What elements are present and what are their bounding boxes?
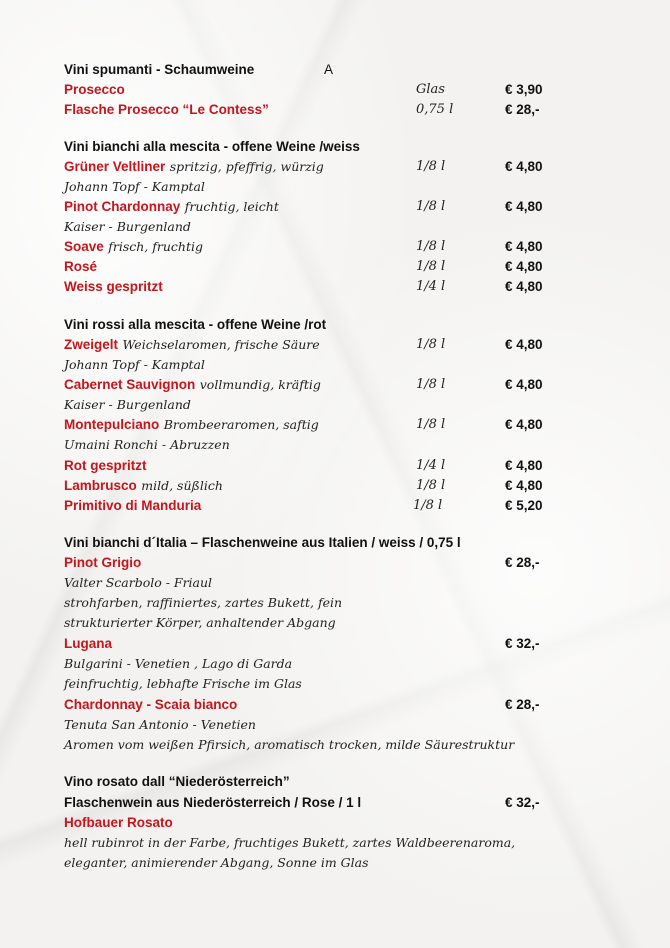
wine-description-line [0,674,670,694]
wine-description: Brombeeraromen, saftig [163,417,319,432]
wine-item-montepulciano [0,415,670,435]
section-heading-spumanti [0,60,670,80]
wine-price: € 4,80 [505,279,543,294]
wine-price: € 32,- [505,636,540,651]
wine-description-line [0,833,670,853]
wine-item-gruener-veltliner [0,157,670,177]
wine-description-line [0,573,670,593]
wine-origin-text: Kaiser - Burgenland [64,397,191,412]
wine-name: Cabernet Sauvignon [64,377,196,392]
wine-quantity: 1/8 l [416,377,446,392]
wine-name: Hofbauer Rosato [64,815,173,830]
wine-price: € 3,90 [505,82,543,97]
subheading-text: Flaschenwein aus Niederösterreich / Rose / 1 l [64,795,362,810]
section-heading-rosato [0,772,670,792]
wine-price: € 28,- [505,555,540,570]
heading-text: Vino rosato dall “Niederösterreich” [64,774,290,789]
wine-price: € 32,- [505,795,540,810]
wine-quantity: 0,75 l [416,102,454,117]
wine-name-group [64,157,324,177]
wine-name: Rosé [64,259,98,274]
wine-description: Weichselaromen, frische Säure [122,337,320,352]
wine-description-line [0,613,670,633]
wine-name: Grüner Veltliner [64,159,166,174]
section-heading-bianchi-italia [0,533,670,553]
heading-text: Vini bianchi d´Italia – Flaschenweine aus Italien / weiss / 0,75 l [64,535,461,550]
wine-item-zweigelt [0,335,670,355]
wine-name-group [64,476,223,496]
wine-name: Soave [64,239,104,254]
wine-origin-text: Johann Topf - Kamptal [64,357,205,372]
wine-item-rose [0,257,670,277]
wine-origin [0,355,670,375]
heading-text: Vini rossi alla mescita - offene Weine /rot [64,317,327,332]
wine-description-line [0,853,670,873]
wine-name: Prosecco [64,82,125,97]
wine-name: Lambrusco [64,478,137,493]
section-heading-bianchi-mescita [0,137,670,157]
wine-origin-text: Johann Topf - Kamptal [64,179,205,194]
wine-name: Rot gespritzt [64,458,147,473]
wine-name: Zweigelt [64,337,119,352]
wine-description-text: Valter Scarbolo - Friaul [64,575,213,590]
section-heading-rossi-mescita [0,315,670,335]
wine-item-rot-gespritzt [0,456,670,476]
wine-quantity: 1/8 l [416,478,446,493]
wine-name: Pinot Grigio [64,555,142,570]
wine-item-flasche-prosecco [0,100,670,120]
wine-quantity: 1/8 l [416,417,446,432]
wine-item-pinot-grigio [0,553,670,573]
wine-name: Weiss gespritzt [64,279,163,294]
heading-text: Vini bianchi alla mescita - offene Weine /weiss [64,139,360,154]
wine-price: € 4,80 [505,478,543,493]
wine-description-line [0,593,670,613]
wine-price: € 4,80 [505,458,543,473]
wine-price: € 28,- [505,697,540,712]
wine-description-line [0,715,670,735]
wine-description: fruchtig, leicht [184,199,279,214]
wine-description-line [0,735,670,755]
wine-quantity: 1/8 l [416,239,446,254]
heading-marker: A [324,62,334,77]
wine-name-group [64,237,203,257]
wine-name: Montepulciano [64,417,160,432]
section-subheading-rosato [0,793,670,813]
wine-description-text: Aromen vom weißen Pfirsich, aromatisch trocken, milde Säurestruktur [64,737,515,752]
wine-origin-text: Umaini Ronchi - Abruzzen [64,437,230,452]
wine-name-group [64,415,319,435]
wine-origin [0,177,670,197]
wine-item-cabernet-sauvignon [0,375,670,395]
wine-price: € 4,80 [505,377,543,392]
wine-name: Pinot Chardonnay [64,199,181,214]
wine-quantity: 1/4 l [416,279,446,294]
wine-name-group [64,197,279,217]
wine-price: € 4,80 [505,159,543,174]
wine-description-text: Tenuta San Antonio - Venetien [64,717,256,732]
wine-description-text: hell rubinrot in der Farbe, fruchtiges Bukett, zartes Waldbeerenaroma, [64,835,516,850]
wine-quantity: 1/8 l [416,259,446,274]
heading-text: Vini spumanti - Schaumweine [64,62,255,77]
wine-price: € 4,80 [505,259,543,274]
wine-description: mild, süßlich [141,478,223,493]
wine-quantity: 1/8 l [413,498,443,513]
wine-quantity: 1/8 l [416,159,446,174]
wine-origin [0,395,670,415]
wine-price: € 4,80 [505,337,543,352]
wine-quantity: Glas [416,82,445,97]
wine-description: frisch, fruchtig [108,239,203,254]
wine-description-text: strohfarben, raffiniertes, zartes Bukett, fein [64,595,343,610]
wine-origin [0,217,670,237]
wine-item-lambrusco [0,476,670,496]
wine-item-soave [0,237,670,257]
wine-name: Flasche Prosecco “Le Contess” [64,102,269,117]
wine-description: spritzig, pfeffrig, würzig [169,159,324,174]
wine-description: vollmundig, kräftig [199,377,321,392]
wine-quantity: 1/4 l [416,458,446,473]
wine-price: € 28,- [505,102,540,117]
wine-description-text: eleganter, animierender Abgang, Sonne im Glas [64,855,369,870]
wine-name-group [64,335,320,355]
wine-price: € 4,80 [505,239,543,254]
wine-item-lugana [0,634,670,654]
wine-origin [0,435,670,455]
wine-name: Chardonnay - Scaia bianco [64,697,238,712]
wine-description-text: Bulgarini - Venetien , Lago di Garda [64,656,293,671]
wine-quantity: 1/8 l [416,337,446,352]
wine-item-primitivo [0,496,670,516]
wine-name: Lugana [64,636,113,651]
wine-name-group [64,375,321,395]
wine-item-hofbauer-rosato [0,813,670,833]
wine-price: € 4,80 [505,417,543,432]
wine-description-line [0,654,670,674]
wine-price: € 5,20 [505,498,543,513]
wine-item-prosecco [0,80,670,100]
wine-price: € 4,80 [505,199,543,214]
wine-item-weiss-gespritzt [0,277,670,297]
wine-description-text: feinfruchtig, lebhafte Frische im Glas [64,676,302,691]
wine-item-pinot-chardonnay [0,197,670,217]
wine-name: Primitivo di Manduria [64,498,202,513]
wine-origin-text: Kaiser - Burgenland [64,219,191,234]
wine-description-text: strukturierter Körper, anhaltender Abgang [64,615,336,630]
wine-item-chardonnay-scaia [0,695,670,715]
wine-quantity: 1/8 l [416,199,446,214]
